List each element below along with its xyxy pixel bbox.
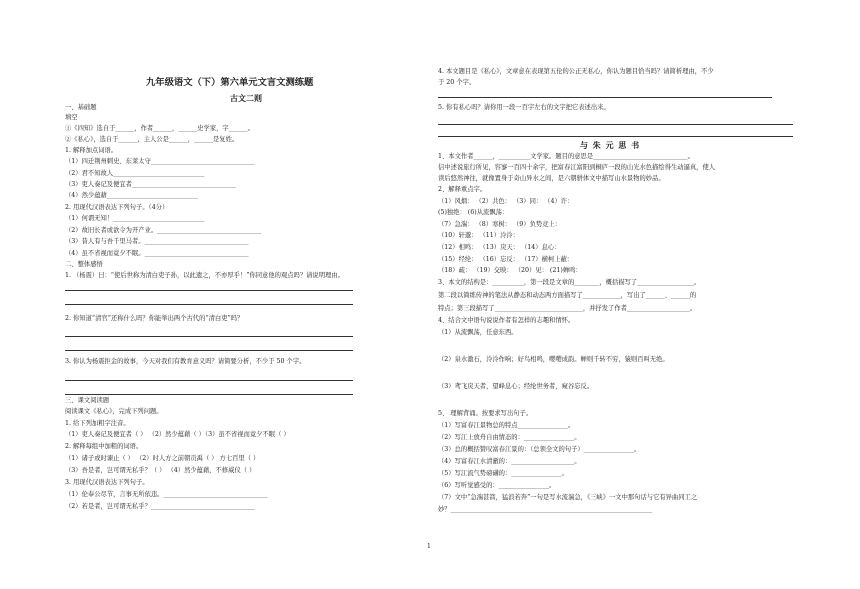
question-line: （1）诸子或时谏止（ ） （2）时人方之前朝贡禹（ ） 方七百里（ ） bbox=[65, 455, 260, 462]
question-line: 1、本文作者______，__________文学家。题目的意思是______________________________。 bbox=[438, 153, 694, 160]
question-line: （4）虽不省视而竟夕不眠。_________________________________ bbox=[65, 250, 249, 257]
question-line: （2）若是者，岂可谓无私乎？_________________________________ bbox=[65, 503, 255, 510]
question-line: （1）吏人奏记及便宜者（ ） （2）然少蕴藉（ ）（3）虽不省视而竟夕不眠（ ） bbox=[65, 431, 290, 438]
question-line: 3. 用现代汉语表达下列句子。 bbox=[65, 479, 149, 486]
question-line: 1. 解释加点词语。 bbox=[65, 147, 118, 154]
question-line: 1. （杨震）曰：“使后世称为清白吏子孙，以此遗之，不亦厚乎！”你同意他的观点吗？请说明理由。 bbox=[65, 272, 344, 279]
question-line: （5）写江流气势磅礴的：________________。 bbox=[438, 470, 568, 477]
question-line: 5、 理解背诵。按要求写出句子。 bbox=[438, 410, 533, 417]
question-line: 5. 你有私心吗？请你用一段一百字左右的文字把它表述出来。 bbox=[438, 104, 610, 111]
answer-line bbox=[438, 136, 793, 137]
text-line: 信中述说旅行所见，容寥一百四十余字，把富春江富阳到桐庐一段的山光水色描绘得生动逼真，使人 bbox=[438, 164, 716, 171]
question-line: 4、结合文中语句说说作者有怎样的志趣和情怀。 bbox=[438, 317, 575, 324]
answer-line bbox=[438, 124, 793, 125]
question-line: （1）风烟： （2）共色： （3）同： （4）许： bbox=[438, 198, 574, 205]
question-line: 于 20 个字。 bbox=[438, 79, 476, 86]
answer-line bbox=[65, 394, 353, 395]
question-line: （4）写富春江水清澈的：____________________。 bbox=[438, 458, 581, 465]
question-line: （6）写听觉感受的：________________。 bbox=[438, 482, 556, 489]
answer-line bbox=[65, 380, 353, 381]
question-line: 2、解释重点字。 bbox=[438, 186, 487, 193]
question-line: （3）吾是者，岂可谓无私乎？（ ） （4）然少蕴藉，不修威仪（ ） bbox=[65, 467, 256, 474]
text-line: 填空 bbox=[65, 114, 78, 121]
question-line: 1. 给下列加粗字注音。 bbox=[65, 420, 130, 427]
question-line: 第二段以简练传神的笔法从静态和动态两方面描写了____________，写出了______、______的 bbox=[438, 292, 697, 299]
text-line: 读后悠然神往，就像置身于奇山异水之间，是六朝骈体文中描写山水景物的妙品。 bbox=[438, 175, 665, 182]
question-line: （2）泉水激石，泠泠作响；好鸟相鸣，嘤嘤成韵。蝉则千转不穷，猿则百叫无绝。 bbox=[438, 356, 669, 363]
section-heading: 三、课文阅读题 bbox=[65, 397, 110, 404]
question-line: （3）总的概括赞叹富春江景的：（总领全文的句子）________________。 bbox=[438, 446, 641, 453]
section-heading: 一、基础题 bbox=[65, 104, 97, 111]
question-line: （1）伦奉公尽节，言事无所依违。_________________________________ bbox=[65, 491, 268, 498]
section-title: 与 朱 元 思 书 bbox=[580, 141, 641, 150]
question-line: （1）四迁荆州刺史、东莱太守_________________________________ bbox=[65, 158, 255, 165]
question-line: （2）君不知故人_____________________________ bbox=[65, 170, 205, 177]
question-line: ②《私心》，选自于______，主人公是______，______是复姓。 bbox=[65, 136, 239, 143]
answer-line bbox=[65, 290, 353, 291]
question-line: （4）然少蕴藉_____________________________ bbox=[65, 192, 199, 199]
question-line: 妙？________________________________________________________________ bbox=[438, 506, 653, 513]
question-line: 3、本文的结构是：__________，第一段是文章的________，概括描写了__________________。 bbox=[438, 279, 701, 286]
section-subtitle: 古文二则 bbox=[230, 94, 262, 103]
question-line: （7）急湍： （8）寒树： （9）负势竞上： bbox=[438, 221, 562, 228]
section-heading: 二、整体感悟 bbox=[65, 261, 103, 268]
question-line: 2. 你知道“清官”还称什么吗？你能举出两个古代的“清白吏”吗？ bbox=[65, 315, 244, 322]
question-line: （18）疏： （19）交映： （20）见： (21)蝉鸣： bbox=[438, 267, 582, 274]
page-number: 1 bbox=[427, 543, 431, 550]
answer-line bbox=[65, 336, 353, 337]
question-line: （10）轩邈： （11）泠泠： bbox=[438, 232, 519, 239]
question-line: （3）吏人奏记及便宜者_________________________________ bbox=[65, 181, 236, 188]
answer-line bbox=[65, 304, 353, 305]
question-line: 2. 解释每组中加粗的词语。 bbox=[65, 443, 143, 450]
question-line: （3）昔人有与吾千里马者。_________________________________ bbox=[65, 238, 249, 245]
question-line: 2. 用现代汉语表达下列句子。（4分） bbox=[65, 204, 169, 211]
question-line: (5)独绝： (6)从流飘荡： bbox=[438, 209, 509, 216]
question-line: 3. 你认为杨震拒金的故事，今天对我们有教育意义吗？请简要分析，不少于 50 个字。 bbox=[65, 358, 306, 365]
question-line: （2）故旧长者或欲令为开产业。_________________________________ bbox=[65, 227, 262, 234]
question-line: （2）写江上放舟自由情态的：________________。 bbox=[438, 434, 581, 441]
question-line: （3）鸢飞戾天者，望峰息心；经纶世务者，窥谷忘反。 bbox=[438, 383, 594, 390]
question-line: （12）相鸣： （13）戾天： （14）息心： bbox=[438, 244, 561, 251]
question-line: （1）从流飘荡，任意东西。 bbox=[438, 329, 518, 336]
answer-line bbox=[438, 97, 772, 98]
page-title: 九年级语文（下）第六单元文言文测练题 bbox=[146, 77, 314, 88]
question-line: （7）文中“急湍甚箭，猛浪若奔”一句是写水流湍急，《三峡》一文中那句话与它有异曲同工之 bbox=[438, 494, 698, 501]
question-line: （15）经纶： （16）忘反： （17）横柯上蔽： bbox=[438, 256, 574, 263]
question-line: 特点；第三段描写了____________________________，并抒发了作者____________________。 bbox=[438, 305, 697, 312]
question-line: （1）写富春江景物总的特点________________。 bbox=[438, 422, 575, 429]
text-line: 阅读课文《私心》，完成下列问题。 bbox=[65, 408, 163, 415]
question-line: 4. 本文题目是《私心》，文章意在表现第五伦的公正无私心，你认为题目恰当吗？请简析理由，不少 bbox=[438, 68, 714, 75]
question-line: （1）何谓无知！_____________________________ bbox=[65, 215, 205, 222]
question-line: ①《四知》选自于______，作者______，______史学家，字______。 bbox=[65, 125, 254, 132]
answer-line bbox=[65, 350, 353, 351]
